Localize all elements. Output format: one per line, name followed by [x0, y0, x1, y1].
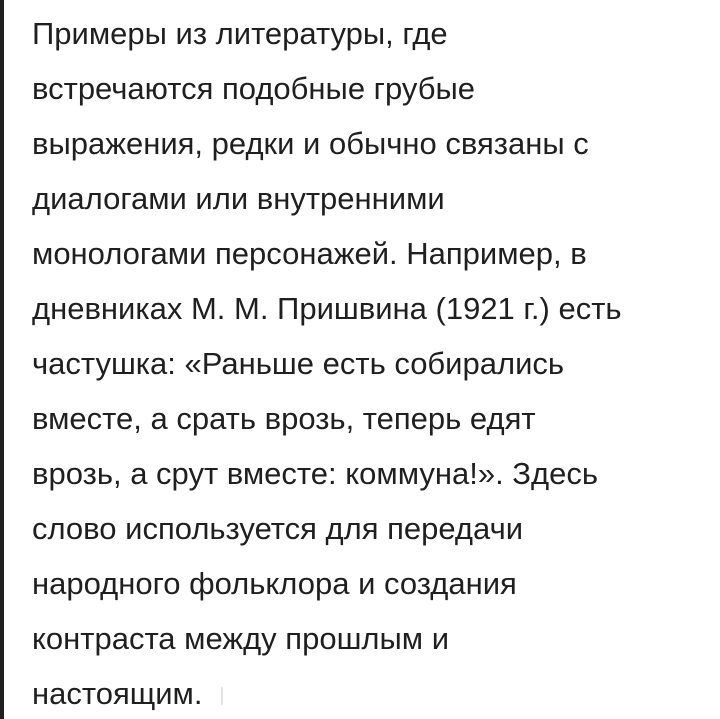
paragraph-line: частушка: «Раньше есть собирались [32, 346, 565, 381]
paragraph-last-line [32, 666, 692, 719]
paragraph-line: выражения, редки и обычно связаны с [32, 126, 589, 161]
paragraph-line: диалогами или внутренними [32, 181, 445, 216]
paragraph-line: вместе, а срать врозь, теперь едят [32, 401, 536, 436]
paragraph-line: монологами персонажей. Например, в [32, 236, 587, 271]
paragraph-line-text: настоящим. [32, 676, 203, 711]
left-border-divider [0, 0, 4, 719]
paragraph-line: Примеры из литературы, где [32, 16, 448, 51]
paragraph-line: встречаются подобные грубые [32, 71, 475, 106]
paragraph-line: врозь, а срут вместе: коммуна!». Здесь [32, 456, 599, 491]
paragraph-line: слово используется для передачи [32, 511, 524, 546]
paragraph-line: народного фольклора и создания [32, 566, 517, 601]
paragraph-line: дневниках М. М. Пришвина (1921 г.) есть [32, 291, 622, 326]
message-paragraph [32, 6, 692, 719]
text-cursor-icon [221, 687, 223, 705]
paragraph-line: контраста между прошлым и [32, 621, 450, 656]
